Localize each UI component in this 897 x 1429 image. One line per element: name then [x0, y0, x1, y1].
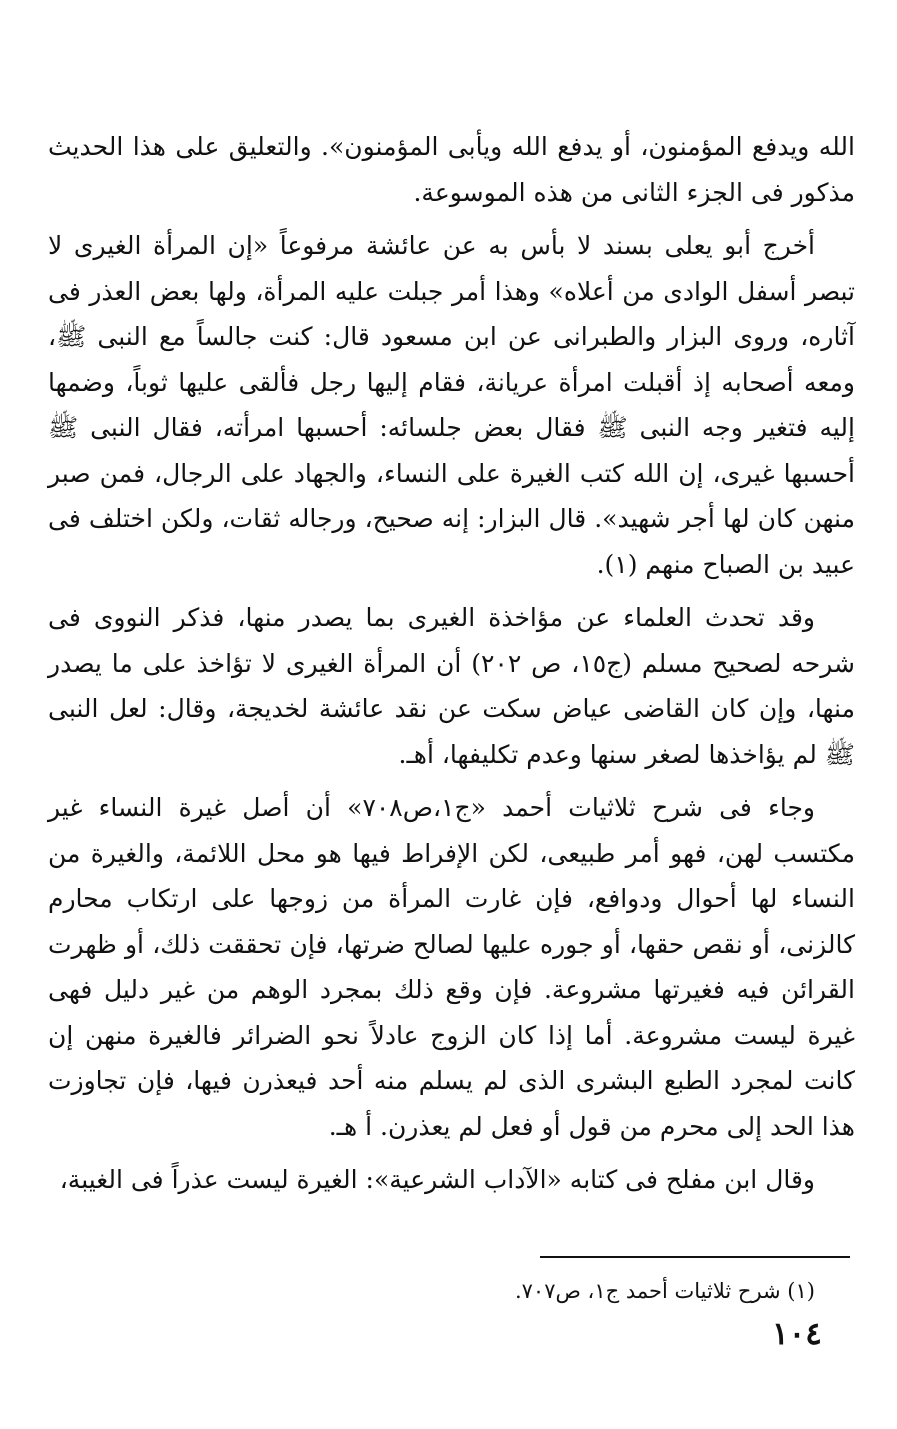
main-text — [48, 124, 855, 1211]
paragraph-continuation: الله ويدفع المؤمنون، أو يدفع الله ويأبى المؤمنون». والتعليق على هذا الحديث مذكور فى الجزء الثانى من هذه الموسوعة. — [48, 132, 855, 207]
paragraph-thulathiyat: وجاء فى شرح ثلاثيات أحمد «ج١،ص٧٠٨» أن أصل غيرة النساء غير مكتسب لهن، فهو أمر طبيعى، لكن الإفراط فيها هو محل اللائمة، والغيرة من النساء لها أحوال ودوافع، فإن غارت المرأة من زوجها على ارتكاب محارم كالزنى، أو نقص حقها، أو جوره عليها لصالح ضرتها، فإن تحققت ذلك، أو ظهرت القرائن فيه فغيرتها مشروعة. فإن وقع ذلك بمجرد الوهم من غير دليل فهى غيرة ليست مشروعة. أما إذا كان الزوج عادلاً نحو الضرائر فالغيرة منهن إن كانت لمجرد الطبع البشرى الذى لم يسلم منه أحد فيعذرن فيها، فإن تجاوزت هذا الحد إلى محرم من قول أو فعل لم يعذرن. أ هـ. — [48, 793, 855, 1141]
footnote: (١) شرح ثلاثيات أحمد ج١، ص٧٠٧. — [514, 1279, 815, 1303]
paragraph-ibn-muflih: وقال ابن مفلح فى كتابه «الآداب الشرعية»: الغيرة ليست عذراً فى الغيبة، — [59, 1165, 815, 1194]
page-number: ١٠٤ — [772, 1316, 822, 1352]
footnote-divider — [540, 1256, 850, 1258]
paragraph-abu-yala: أخرج أبو يعلى بسند لا بأس به عن عائشة مرفوعاً «إن المرأة الغيرى لا تبصر أسفل الوادى من أعلاه» وهذا أمر جبلت عليه المرأة، ولها بعض العذر فى آثاره، وروى البزار والطبرانى عن ابن مسعود قال: كنت جالساً مع النبى ﷺ، ومعه أصحابه إذ أقبلت امرأة عريانة، فقام إليها رجل فألقى عليها ثوباً، وضمها إليه فتغير وجه النبى ﷺ فقال بعض جلسائه: أحسبها امرأته، فقال النبى ﷺ أحسبها غيرى، إن الله كتب الغيرة على النساء، والجهاد على الرجال، فمن صبر منهن كان لها أجر شهيد». قال البزار: إنه صحيح، ورجاله ثقات، ولكن اختلف فى عبيد بن الصباح منهم (١). — [48, 231, 855, 579]
paragraph-nawawi: وقد تحدث العلماء عن مؤاخذة الغيرى بما يصدر منها، فذكر النووى فى شرحه لصحيح مسلم (ج١٥، ص ٢٠٢) أن المرأة الغيرى لا تؤاخذ على ما يصدر منها، وإن كان القاضى عياض سكت عن نقد عائشة لخديجة، وقال: لعل النبى ﷺ لم يؤاخذها لصغر سنها وعدم تكليفها، أهـ. — [48, 603, 856, 769]
